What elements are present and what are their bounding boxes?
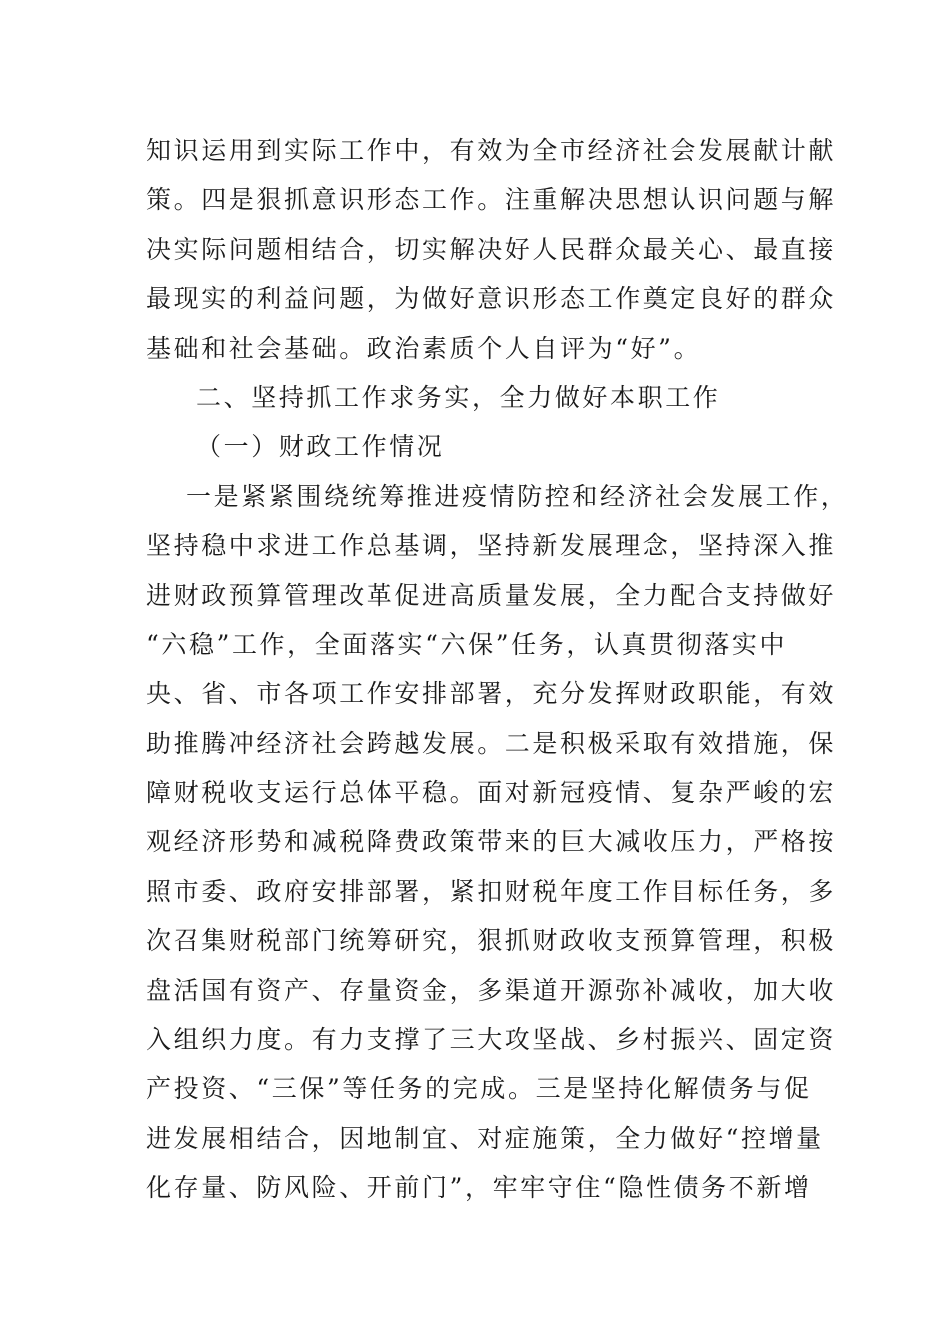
paragraph-line: 进发展相结合，因地制宜、对症施策，全力做好“控增量 xyxy=(146,1123,824,1153)
body-line: 知识运用到实际工作中，有效为全市经济社会发展献计献 xyxy=(146,136,837,165)
body-line: 策。四是狠抓意识形态工作。注重解决思想认识问题与解 xyxy=(146,185,837,215)
body-line: 最现实的利益问题，为做好意识形态工作奠定良好的群众 xyxy=(146,284,837,314)
paragraph-line: 次召集财税部门统筹研究，狠抓财政收支预算管理，积极 xyxy=(146,926,837,956)
paragraph-line: 进财政预算管理改革促进高质量发展，全力配合支持做好 xyxy=(146,580,837,610)
paragraph-line: “六稳”工作，全面落实“六保”任务，认真贯彻落实中 xyxy=(146,629,788,659)
paragraph-line: 坚持稳中求进工作总基调，坚持新发展理念，坚持深入推 xyxy=(146,531,837,561)
paragraph-line: 央、省、市各项工作安排部署，充分发挥财政职能，有效 xyxy=(146,679,837,709)
body-line: 基础和社会基础。政治素质个人自评为“好”。 xyxy=(146,333,702,363)
paragraph-line: 化存量、防风险、开前门”，牢牢守住“隐性债务不新增 xyxy=(146,1173,812,1203)
body-line: 决实际问题相结合，切实解决好人民群众最关心、最直接 xyxy=(146,234,837,264)
paragraph-line: 盘活国有资产、存量资金，多渠道开源弥补减收，加大收 xyxy=(146,975,837,1005)
paragraph-line: 入组织力度。有力支撑了三大攻坚战、乡村振兴、固定资 xyxy=(146,1025,837,1055)
paragraph-line: 产投资、“三保”等任务的完成。三是坚持化解债务与促 xyxy=(146,1074,812,1104)
paragraph-line: 一是紧紧围绕统筹推进疫情防控和经济社会发展工作， xyxy=(186,481,849,511)
paragraph-line: 观经济形势和减税降费政策带来的巨大减收压力，严格按 xyxy=(146,827,837,857)
document-body xyxy=(146,126,849,1213)
paragraph-line: 障财税收支运行总体平稳。面对新冠疫情、复杂严峻的宏 xyxy=(146,778,837,808)
paragraph-line: 照市委、政府安排部署，紧扣财税年度工作目标任务，多 xyxy=(146,876,837,906)
section-heading: 二、坚持抓工作求务实，全力做好本职工作 xyxy=(196,382,721,412)
paragraph-line: 助推腾冲经济社会跨越发展。二是积极采取有效措施，保 xyxy=(146,728,837,758)
subsection-heading: （一）财政工作情况 xyxy=(196,432,445,462)
